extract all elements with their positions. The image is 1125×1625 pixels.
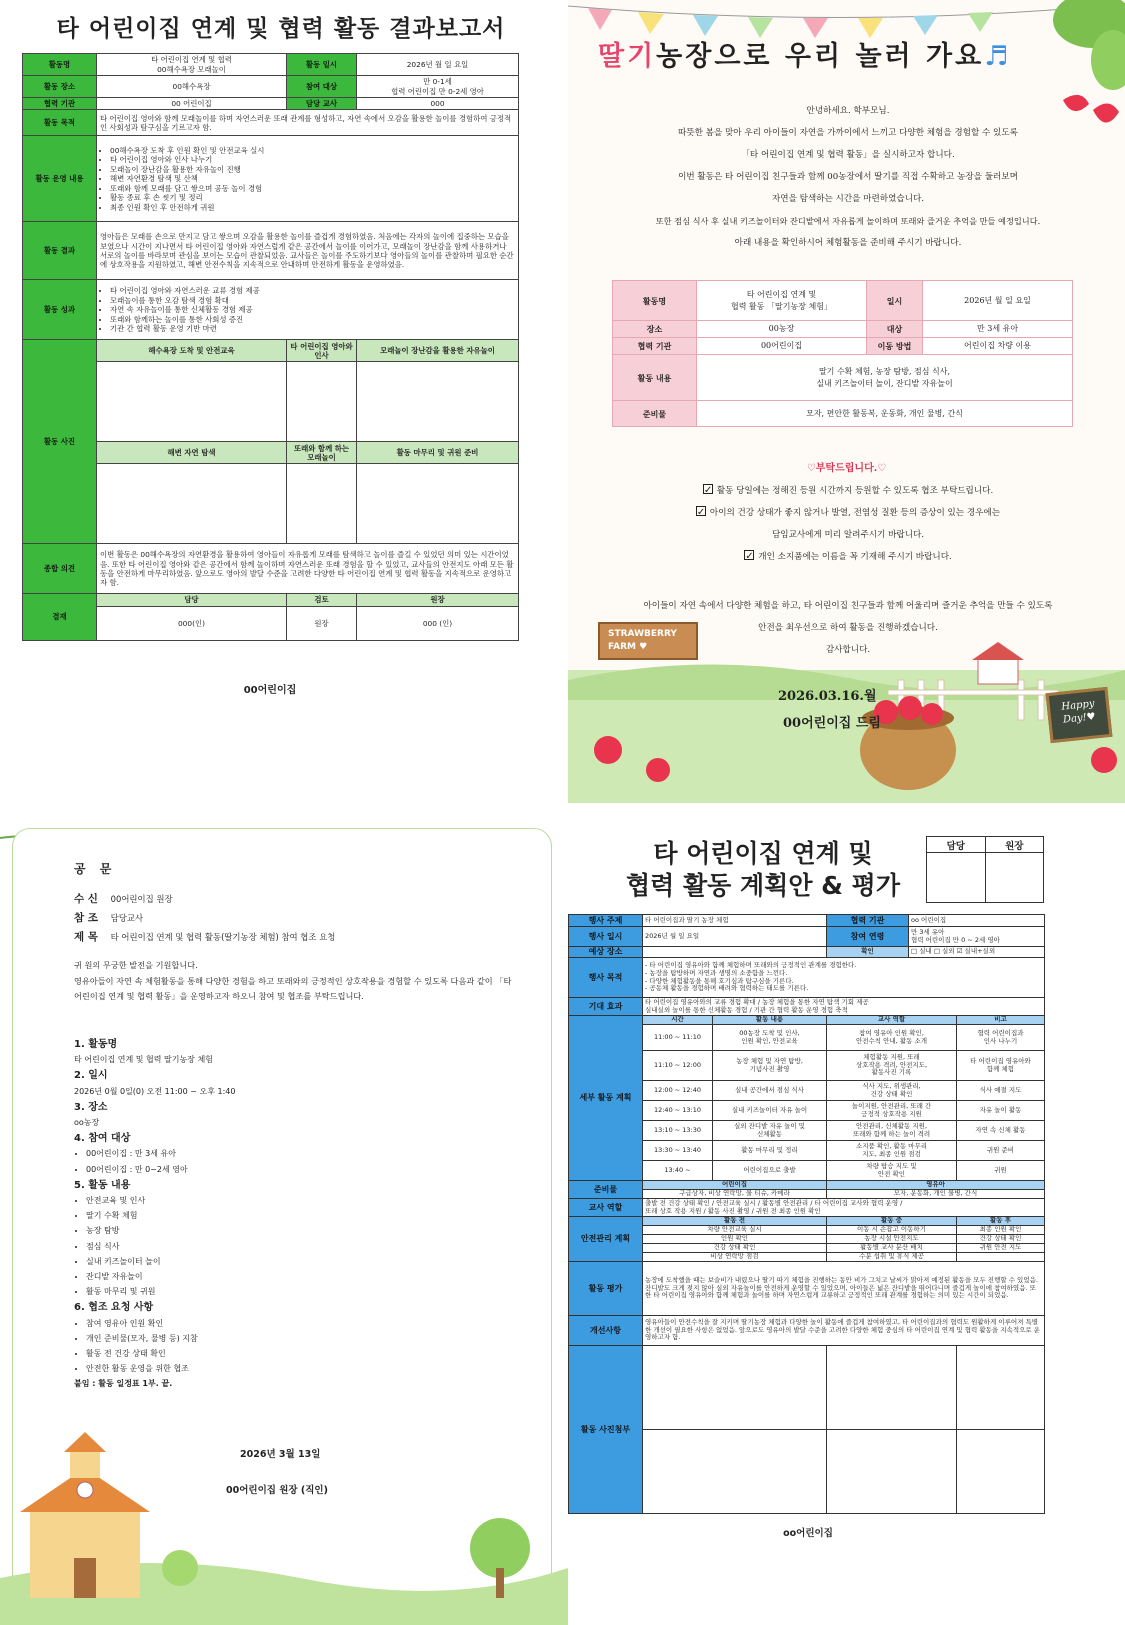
list-item: • 활동 마무리 및 귀원	[86, 1284, 514, 1299]
list-item: • 실내 키즈놀이터 놀이	[86, 1254, 514, 1269]
photo-slot	[97, 362, 287, 442]
move-method: 어린이집 차량 이용	[923, 338, 1073, 355]
approval-value: 원장	[287, 606, 357, 640]
outcome-list-cell	[97, 280, 519, 340]
section-title: 2. 일시	[74, 1070, 108, 1082]
music-note-icon: ♬	[984, 41, 1012, 72]
farm-info-table	[612, 280, 1073, 427]
label-prep: 준비물	[613, 401, 697, 427]
notice-signature: 00어린이집 드림	[783, 716, 881, 731]
photo-slot	[357, 464, 519, 544]
list-item	[578, 480, 1118, 502]
closing-line: 아이들이 자연 속에서 다양한 체험을 하고, 타 어린이집 친구들과 함께 어울리며 즐거운 추억을 만들 수 있도록	[643, 601, 1053, 611]
label-improve: 개선사항	[569, 1316, 643, 1346]
intro-line: 이번 활동은 타 어린이집 친구들과 함께 00농장에서 딸기를 직접 수확하고 농장을 둘러보며	[678, 172, 1018, 182]
section-list	[74, 1316, 514, 1377]
content-list	[100, 146, 515, 212]
closing-line: 감사합니다.	[825, 645, 871, 655]
section-title: 3. 장소	[74, 1101, 108, 1113]
approval-head: 원장	[985, 837, 1044, 853]
label-prep: 준비물	[569, 1181, 643, 1199]
safety-cell: 차량 안전교육 실시	[643, 1226, 827, 1235]
checkbox-icon	[703, 484, 713, 494]
label-purpose: 활동 목적	[23, 110, 97, 136]
meta-row	[74, 890, 335, 909]
meta-row	[74, 928, 335, 947]
plan-title-line: 타 어린이집 연계 및	[653, 839, 873, 868]
label-content: 활동 내용	[613, 355, 697, 401]
photo-slot	[97, 464, 287, 544]
list-item: • 00해수욕장 도착 후 인원 확인 및 안전교육 실시	[110, 146, 515, 155]
letter-signature: 00어린이집 원장 (직인)	[226, 1485, 328, 1496]
label-activity-name: 활동명	[613, 281, 697, 321]
official-letter-page	[0, 828, 568, 1625]
theme: 타 어린이집과 딸기 농장 체험	[643, 915, 827, 927]
label-place: 예상 장소	[569, 947, 643, 958]
agency: 00 어린이집	[97, 98, 287, 110]
label-age: 참여 연령	[827, 927, 909, 947]
notice-date: 2026.03.16.월	[778, 689, 877, 704]
letter-sections	[74, 1036, 514, 1392]
list-item: • 또래와 함께 모래를 담고 쌓으며 공동 놀이 경험	[110, 184, 515, 193]
label-outcome: 활동 성과	[23, 280, 97, 340]
schedule-time: 13:10 ~ 13:30	[643, 1121, 713, 1141]
schedule-role: 참여 영유아 인원 확인, 안전수칙 안내, 활동 소개	[827, 1025, 957, 1051]
schedule-role: 소지품 확인, 활동 마무리 지도, 최종 인원 점검	[827, 1141, 957, 1161]
safety-head: 활동 후	[957, 1217, 1045, 1226]
schedule-note: 협력 어린이집과 인사 나누기	[957, 1025, 1045, 1051]
safety-cell: 농장 시설 안전지도	[827, 1235, 957, 1244]
safety-cell: 인원 확인	[643, 1235, 827, 1244]
list-item: • 활동 전 건강 상태 확인	[86, 1346, 514, 1361]
schedule-activity: 실내 공간에서 점심 식사	[713, 1081, 827, 1101]
intro-line: 「타 어린이집 연계 및 협력 활동」을 실시하고자 합니다.	[741, 150, 955, 160]
schedule-note: 자연 속 신체 활동	[957, 1121, 1045, 1141]
label-check: 확인	[827, 947, 909, 958]
intro-text: 귀 원의 무궁한 발전을 기원합니다.	[74, 960, 198, 970]
photo-caption: 해수욕장 도착 및 안전교육	[97, 340, 287, 362]
list-item	[578, 502, 1118, 524]
approval-value: 000(인)	[97, 606, 287, 640]
age: 만 3세 유아 협력 어린이집 만 0 ~ 2세 영아	[909, 927, 1045, 947]
safety-head: 활동 중	[827, 1217, 957, 1226]
label-result: 활동 결과	[23, 222, 97, 280]
meta-key: 참 조	[74, 912, 98, 924]
approval-value: 000 (인)	[357, 606, 519, 640]
schedule-head: 교사 역할	[827, 1016, 957, 1025]
plan-evaluation-page	[568, 828, 1125, 1625]
schedule-time: 13:30 ~ 13:40	[643, 1141, 713, 1161]
meta-value: 00어린이집 원장	[110, 894, 173, 904]
evaluation: 농장에 도착했을 때는 보슬비가 내렸으나 딸기 따기 체험을 진행하는 동안 비가 그치고 날씨가 맑아져 예정된 활동을 모두 진행할 수 있었음. 잔디밭도 크게 젖지 않아 실외 자유놀이를 안전하게 운영할 수 있었으며, 아이들은 넓은 잔디밭을 뛰어다니며 즐겁게 놀이에 참여하였음. 또한 타 어린이집 영유아와 함께 체험과 놀이를 하며 자연스럽게 교류하고 긍정적인 또래 관계를 경험하는 의미 있는 시간이 되었음.	[643, 1262, 1045, 1316]
check-options: □ 실내 □ 실외 ☑ 실내+실외	[909, 947, 1045, 958]
farm-intro	[578, 100, 1118, 254]
meta-key: 수 신	[74, 893, 98, 905]
list-item: • 자연 속 자유놀이를 통한 신체활동 경험 제공	[110, 305, 515, 314]
approval-head: 담당	[97, 594, 287, 606]
prep-head: 어린이집	[643, 1181, 827, 1190]
photo-caption: 모래놀이 장난감을 활용한 자유놀이	[357, 340, 519, 362]
photo-caption: 활동 마무리 및 귀원 준비	[357, 442, 519, 464]
label-activity-name: 활동명	[23, 54, 97, 76]
schedule-head: 시간	[643, 1016, 713, 1025]
photo-slot	[287, 464, 357, 544]
photo-slot	[827, 1430, 957, 1514]
safety-cell: 수분 섭취 및 휴식 제공	[827, 1253, 957, 1262]
photo-slot	[957, 1346, 1045, 1430]
schedule-role: 차량 탑승 지도 및 안전 확인	[827, 1161, 957, 1181]
request-text: 아이의 건강 상태가 좋지 않거나 발열, 전염성 질환 등의 증상이 있는 경우에는	[709, 508, 1001, 518]
agency: oo 어린이집	[909, 915, 1045, 927]
photo-slot	[287, 362, 357, 442]
safety-cell: 귀원 안전 지도	[957, 1244, 1045, 1253]
prep-value: 구급상자, 비상 연락망, 물 티슈, 카메라	[643, 1190, 827, 1199]
list-item: • 잔디밭 자유놀이	[86, 1269, 514, 1284]
approval-head: 원장	[357, 594, 519, 606]
improvement: 영유아들이 안전수칙을 잘 지키며 딸기농장 체험과 다양한 놀이 활동에 즐겁게 참여하였고, 타 어린이집과의 협력도 원활하게 이루어져 특별한 개선이 필요한 사항은 없었음. 앞으로도 영유아의 발달 수준을 고려한 다양한 체험 중심의 타 어린이집 연계 및 협력 활동을 지속적으로 운영하고자 함.	[643, 1316, 1045, 1346]
schedule-role: 안전관리, 신체활동 지원, 또래와 함께 하는 놀이 격려	[827, 1121, 957, 1141]
label-content: 활동 운영 내용	[23, 136, 97, 222]
report-table	[22, 53, 519, 641]
label-photos: 활동 사진첨부	[569, 1346, 643, 1514]
result-report-page	[0, 0, 562, 800]
photo-slot	[643, 1346, 827, 1430]
label-agency: 협력 기관	[23, 98, 97, 110]
effect: 타 어린이집 영유아와의 교류 경험 확대 / 농장 체험을 통한 자연 탐색 기회 제공 실내실외 놀이를 통한 신체활동 경험 / 기관 간 협력 활동 운영 경험 축적	[643, 998, 1045, 1016]
intro-text: 영유아들이 자연 속 체험활동을 통해 다양한 경험을 하고 또래와의 긍정적인 상호작용을 경험할 수 있도록 다음과 같이 「타 어린이집 연계 및 협력 활동」을 운영하고자 하오니 참여 및 협조를 부탁드립니다.	[74, 975, 512, 1001]
safety-head: 활동 전	[643, 1217, 827, 1226]
intro-line: 따뜻한 봄을 맞아 우리 아이들이 자연을 가까이에서 느끼고 다양한 체험을 경험할 수 있도록	[678, 128, 1018, 138]
schedule-role: 체험활동 지원, 또래 상호작용 격려, 안전지도, 활동사진 기록	[827, 1051, 957, 1081]
photo-caption: 또래와 함께 하는 모래놀이	[287, 442, 357, 464]
label-eval: 활동 평가	[569, 1262, 643, 1316]
prep-items: 모자, 편안한 활동복, 운동화, 개인 물병, 간식	[697, 401, 1073, 427]
list-item: • 농장 탐방	[86, 1223, 514, 1238]
label-activity-date: 활동 일시	[287, 54, 357, 76]
safety-cell: 건강 상태 확인	[957, 1235, 1045, 1244]
plan-title	[578, 838, 948, 902]
photo-slot	[957, 1430, 1045, 1514]
photo-slot	[643, 1430, 827, 1514]
intro-line: 자연을 탐색하는 시간을 마련하였습니다.	[771, 194, 925, 204]
plan-footer: oo어린이집	[783, 1528, 833, 1539]
label-target: 참여 대상	[287, 76, 357, 98]
purpose: - 타 어린이집 영유아와 함께 체험하며 또래와의 긍정적인 관계를 경험한다. - 농장을 탐방하며 자연과 생명의 소중함을 느낀다. - 다양한 체험활동을 통해 호기심과 탐구심을 기른다. - 공동체 활동을 경험하며 배려와 협력하는 태도를 기른다.	[643, 958, 1045, 998]
label-date: 행사 일시	[569, 927, 643, 947]
list-item: • 기관 간 협력 활동 운영 기반 마련	[110, 324, 515, 333]
activity-content: 딸기 수확 체험, 농장 탐방, 점심 식사, 실내 키즈놀이터 놀이, 잔디밭 자유놀이	[697, 355, 1073, 401]
teacher-role: 출발 전 건강 상태 확인 / 안전교육 실시 / 활동별 안전관리 / 타 어린이집 교사와 협력 운영 / 또래 상호 작용 지원 / 활동 사진 촬영 / 귀원 전 최종 인원 확인	[643, 1199, 1045, 1217]
label-agency: 협력 기관	[613, 338, 697, 355]
schedule-time: 12:40 ~ 13:10	[643, 1101, 713, 1121]
label-agency: 협력 기관	[827, 915, 909, 927]
farm-title-highlight: 딸기	[598, 41, 657, 72]
checkbox-icon	[744, 550, 754, 560]
list-item: • 해변 자연환경 탐색 및 산책	[110, 174, 515, 183]
photo-slot	[357, 362, 519, 442]
closing-line: 안전을 최우선으로 하여 활동을 진행하겠습니다.	[758, 623, 938, 633]
schedule-note: 귀원 준비	[957, 1141, 1045, 1161]
photo-caption: 해변 자연 탐색	[97, 442, 287, 464]
label-schedule: 세부 활동 계획	[569, 1016, 643, 1181]
schedule-activity: 00농장 도착 및 인사, 인원 확인, 안전교육	[713, 1025, 827, 1051]
schedule-time: 12:00 ~ 12:40	[643, 1081, 713, 1101]
schedule-head: 활동 내용	[713, 1016, 827, 1025]
safety-cell: 활동별 교사 분산 배치	[827, 1244, 957, 1253]
list-item: • 참여 영유아 인원 확인	[86, 1316, 514, 1331]
result: 영아들은 모래를 손으로 만지고 담고 쌓으며 오감을 활용한 놀이를 즐겁게 경험하였음. 처음에는 각자의 놀이에 집중하는 모습을 보였으나 시간이 지나면서 타 어린이집 영아와 자연스럽게 같은 공간에서 놀이를 이어가고, 모래놀이 장난감을 함께 사용하거나 서로의 놀이를 바라보며 관심을 보이는 모습이 관찰되었음. 교사들은 놀이를 주도하기보다 영아들의 놀이를 관찰하며 필요한 순간에 상호작용을 지원하였고, 해변 안전수칙을 지속적으로 안내하며 안전하게 활동을 운영하였음.	[97, 222, 519, 280]
request-list	[578, 480, 1118, 568]
list-item: • 모래놀이 장난감을 활용한 자유놀이 진행	[110, 165, 515, 174]
photo-caption: 타 어린이집 영아와 인사	[287, 340, 357, 362]
report-footer: 00어린이집	[243, 685, 297, 696]
intro-line: 또한 점심 식사 후 실내 키즈놀이터와 잔디밭에서 자유롭게 놀이하며 또래와 즐거운 추억을 만들 예정입니다.	[655, 216, 1041, 226]
list-item	[578, 524, 1118, 546]
purpose: 타 어린이집 영아와 함께 모래놀이를 하며 자연스러운 또래 관계를 형성하고, 자연 속에서 오감을 활용한 놀이를 경험하여 긍정적인 사회성과 탐구심을 기르고자 함.	[97, 110, 519, 136]
section-list	[74, 1146, 514, 1176]
happy-day-sign: Happy Day!♥	[1046, 687, 1113, 743]
checkbox-icon	[696, 506, 706, 516]
schedule-note: 식사 예절 지도	[957, 1081, 1045, 1101]
safety-cell: 최종 인원 확인	[957, 1226, 1045, 1235]
content-list-cell	[97, 136, 519, 222]
list-item: • 또래와 함께하는 놀이를 통한 사회성 증진	[110, 315, 515, 324]
letter-intro	[74, 958, 514, 1005]
schedule-time: 11:10 ~ 12:00	[643, 1051, 713, 1081]
section-title: 1. 활동명	[74, 1039, 118, 1050]
approval-box	[926, 836, 1044, 903]
section-title: 6. 협조 요청 사항	[74, 1302, 154, 1314]
label-activity-place: 활동 장소	[23, 76, 97, 98]
section-text: 타 어린이집 연계 및 협력 딸기농장 체험	[74, 1055, 213, 1065]
meta-value: 담당교사	[110, 913, 144, 923]
letter-heading: 공 문	[74, 862, 117, 876]
section-text: oo농장	[74, 1118, 100, 1128]
section-title: 5. 활동 내용	[74, 1179, 131, 1191]
agency: 00어린이집	[697, 338, 867, 355]
safety-cell: 비상 연락망 점검	[643, 1253, 827, 1262]
activity-date: 2026년 월 일 요일	[357, 54, 519, 76]
label-teacher: 담당 교사	[287, 98, 357, 110]
list-item: • 00어린이집 : 만 3세 유아	[86, 1146, 514, 1161]
schedule-activity: 농장 체험 및 자연 탐방, 기념사진 촬영	[713, 1051, 827, 1081]
schedule-head: 비고	[957, 1016, 1045, 1025]
safety-cell	[957, 1253, 1045, 1262]
safety-cell: 건강 상태 확인	[643, 1244, 827, 1253]
request-text: 활동 당일에는 정해진 등원 시간까지 등원할 수 있도록 협조 부탁드립니다.	[716, 486, 994, 496]
request-title-text: ♡부탁드립니다.♡	[806, 463, 887, 474]
approval-slot	[985, 853, 1044, 903]
request-title	[568, 459, 1125, 474]
place-value	[643, 947, 827, 958]
list-item: • 타 어린이집 영아와 자연스러운 교류 경험 제공	[110, 286, 515, 295]
label-teacher-role: 교사 역할	[569, 1199, 643, 1217]
list-item: • 타 어린이집 영아와 인사 나누기	[110, 155, 515, 164]
list-item: • 최종 인원 확인 후 안전하게 귀원	[110, 203, 515, 212]
request-text: 담임교사에게 미리 알려주시기 바랍니다.	[771, 530, 925, 540]
meta-row	[74, 909, 335, 928]
approval-head: 검토	[287, 594, 357, 606]
label-date: 일시	[867, 281, 923, 321]
list-item: • 모래놀이를 통한 오감 탐색 경험 확대	[110, 296, 515, 305]
plan-title-line: 협력 활동 계획안 & 평가	[626, 871, 900, 900]
strawberry-farm-sign: STRAWBERRY FARM ♥	[598, 622, 698, 660]
list-item: • 안전한 활동 운영을 위한 협조	[86, 1361, 514, 1376]
label-opinion: 종합 의견	[23, 544, 97, 594]
date: 2026년 월 일 요일	[643, 927, 827, 947]
label-target: 대상	[867, 321, 923, 338]
list-item: • 00어린이집 : 만 0~2세 영아	[86, 1162, 514, 1177]
request-text: 개인 소지품에는 이름을 꼭 기재해 주시기 바랍니다.	[758, 552, 952, 562]
schedule-note: 타 어린이집 영유아와 함께 체험	[957, 1051, 1045, 1081]
prep-value: 모자, 운동화, 개인 물병, 간식	[827, 1190, 1045, 1199]
label-theme: 행사 주제	[569, 915, 643, 927]
meta-key: 제 목	[74, 931, 98, 943]
section-text: 2026년 0월 0일(0) 오전 11:00 ~ 오후 1:40	[74, 1086, 236, 1096]
approval-head: 담당	[927, 837, 986, 853]
activity-date: 2026년 월 일 요일	[923, 281, 1073, 321]
schedule-note: 자유 놀이 활동	[957, 1101, 1045, 1121]
activity-place: 00농장	[697, 321, 867, 338]
label-effect: 기대 효과	[569, 998, 643, 1016]
target: 만 3세 유아	[923, 321, 1073, 338]
schedule-note: 귀원	[957, 1161, 1045, 1181]
intro-line: 안녕하세요. 학부모님.	[806, 106, 890, 116]
letter-date: 2026년 3월 13일	[240, 1449, 321, 1460]
intro-line: 아래 내용을 확인하시어 체험활동을 준비해 주시기 바랍니다.	[734, 238, 962, 248]
label-safety: 안전관리 계획	[569, 1217, 643, 1262]
activity-name: 타 어린이집 연계 및 협력 활동 「딸기농장 체험」	[697, 281, 867, 321]
schedule-activity: 어린이집으로 출발	[713, 1161, 827, 1181]
list-item	[578, 546, 1118, 568]
opinion: 이번 활동은 00해수욕장의 자연환경을 활용하여 영아들이 자유롭게 모래를 탐색하고 놀이를 즐길 수 있었던 의미 있는 시간이었음. 또한 타 어린이집 영아와 같은 공간에서 함께 놀이하며 자연스러운 또래 경험을 할 수 있었고, 교사들의 안전지도 아래 모든 활동을 안전하게 마무리하였음. 앞으로도 영아의 발달 수준을 고려한 다양한 타 어린이집 연계 및 협력 활동을 지속적으로 운영하고자 함.	[97, 544, 519, 594]
schedule-activity: 활동 마무리 및 정리	[713, 1141, 827, 1161]
label-move: 이동 방법	[867, 338, 923, 355]
safety-cell: 이동 시 손잡고 이동하기	[827, 1226, 957, 1235]
plan-table	[568, 914, 1045, 1514]
list-item: • 점심 식사	[86, 1239, 514, 1254]
outcome-list	[100, 286, 515, 333]
schedule-role: 식사 지도, 위생관리, 건강 상태 확인	[827, 1081, 957, 1101]
teacher: 000	[357, 98, 519, 110]
report-title: 타 어린이집 연계 및 협력 활동 결과보고서	[56, 16, 506, 42]
farm-title	[598, 34, 1011, 73]
list-item: • 안전교육 및 인사	[86, 1193, 514, 1208]
schedule-time: 11:00 ~ 11:10	[643, 1025, 713, 1051]
label-photos: 활동 사진	[23, 340, 97, 544]
schedule-activity: 실외 잔디밭 자유 놀이 및 신체활동	[713, 1121, 827, 1141]
attachment-note: 붙임 : 활동 일정표 1부. 끝.	[74, 1379, 173, 1389]
schedule-activity: 실내 키즈놀이터 자유 놀이	[713, 1101, 827, 1121]
prep-head: 영유아	[827, 1181, 1045, 1190]
label-approval: 결재	[23, 594, 97, 640]
list-item: • 활동 종료 후 손 씻기 및 정리	[110, 193, 515, 202]
list-item: • 개인 준비물(모자, 물병 등) 지참	[86, 1331, 514, 1346]
section-title: 4. 참여 대상	[74, 1133, 131, 1145]
letter-meta	[74, 890, 335, 947]
target: 만 0-1세 협력 어린이집 만 0-2세 영아	[357, 76, 519, 98]
meta-value: 타 어린이집 연계 및 협력 활동(딸기농장 체험) 참여 협조 요청	[110, 932, 336, 942]
activity-name: 타 어린이집 연계 및 협력 00해수욕장 모래놀이	[97, 54, 287, 76]
schedule-role: 놀이지원, 안전관리, 또래 간 긍정적 상호작용 지원	[827, 1101, 957, 1121]
label-purpose: 행사 목적	[569, 958, 643, 998]
list-item: • 딸기 수확 체험	[86, 1208, 514, 1223]
section-list	[74, 1193, 514, 1299]
schedule-time: 13:40 ~	[643, 1161, 713, 1181]
photo-slot	[827, 1346, 957, 1430]
activity-place: 00해수욕장	[97, 76, 287, 98]
farm-title-text: 농장으로 우리 놀러 가요	[656, 41, 985, 72]
label-place: 장소	[613, 321, 697, 338]
farm-notice-page	[568, 0, 1125, 803]
approval-slot	[927, 853, 986, 903]
